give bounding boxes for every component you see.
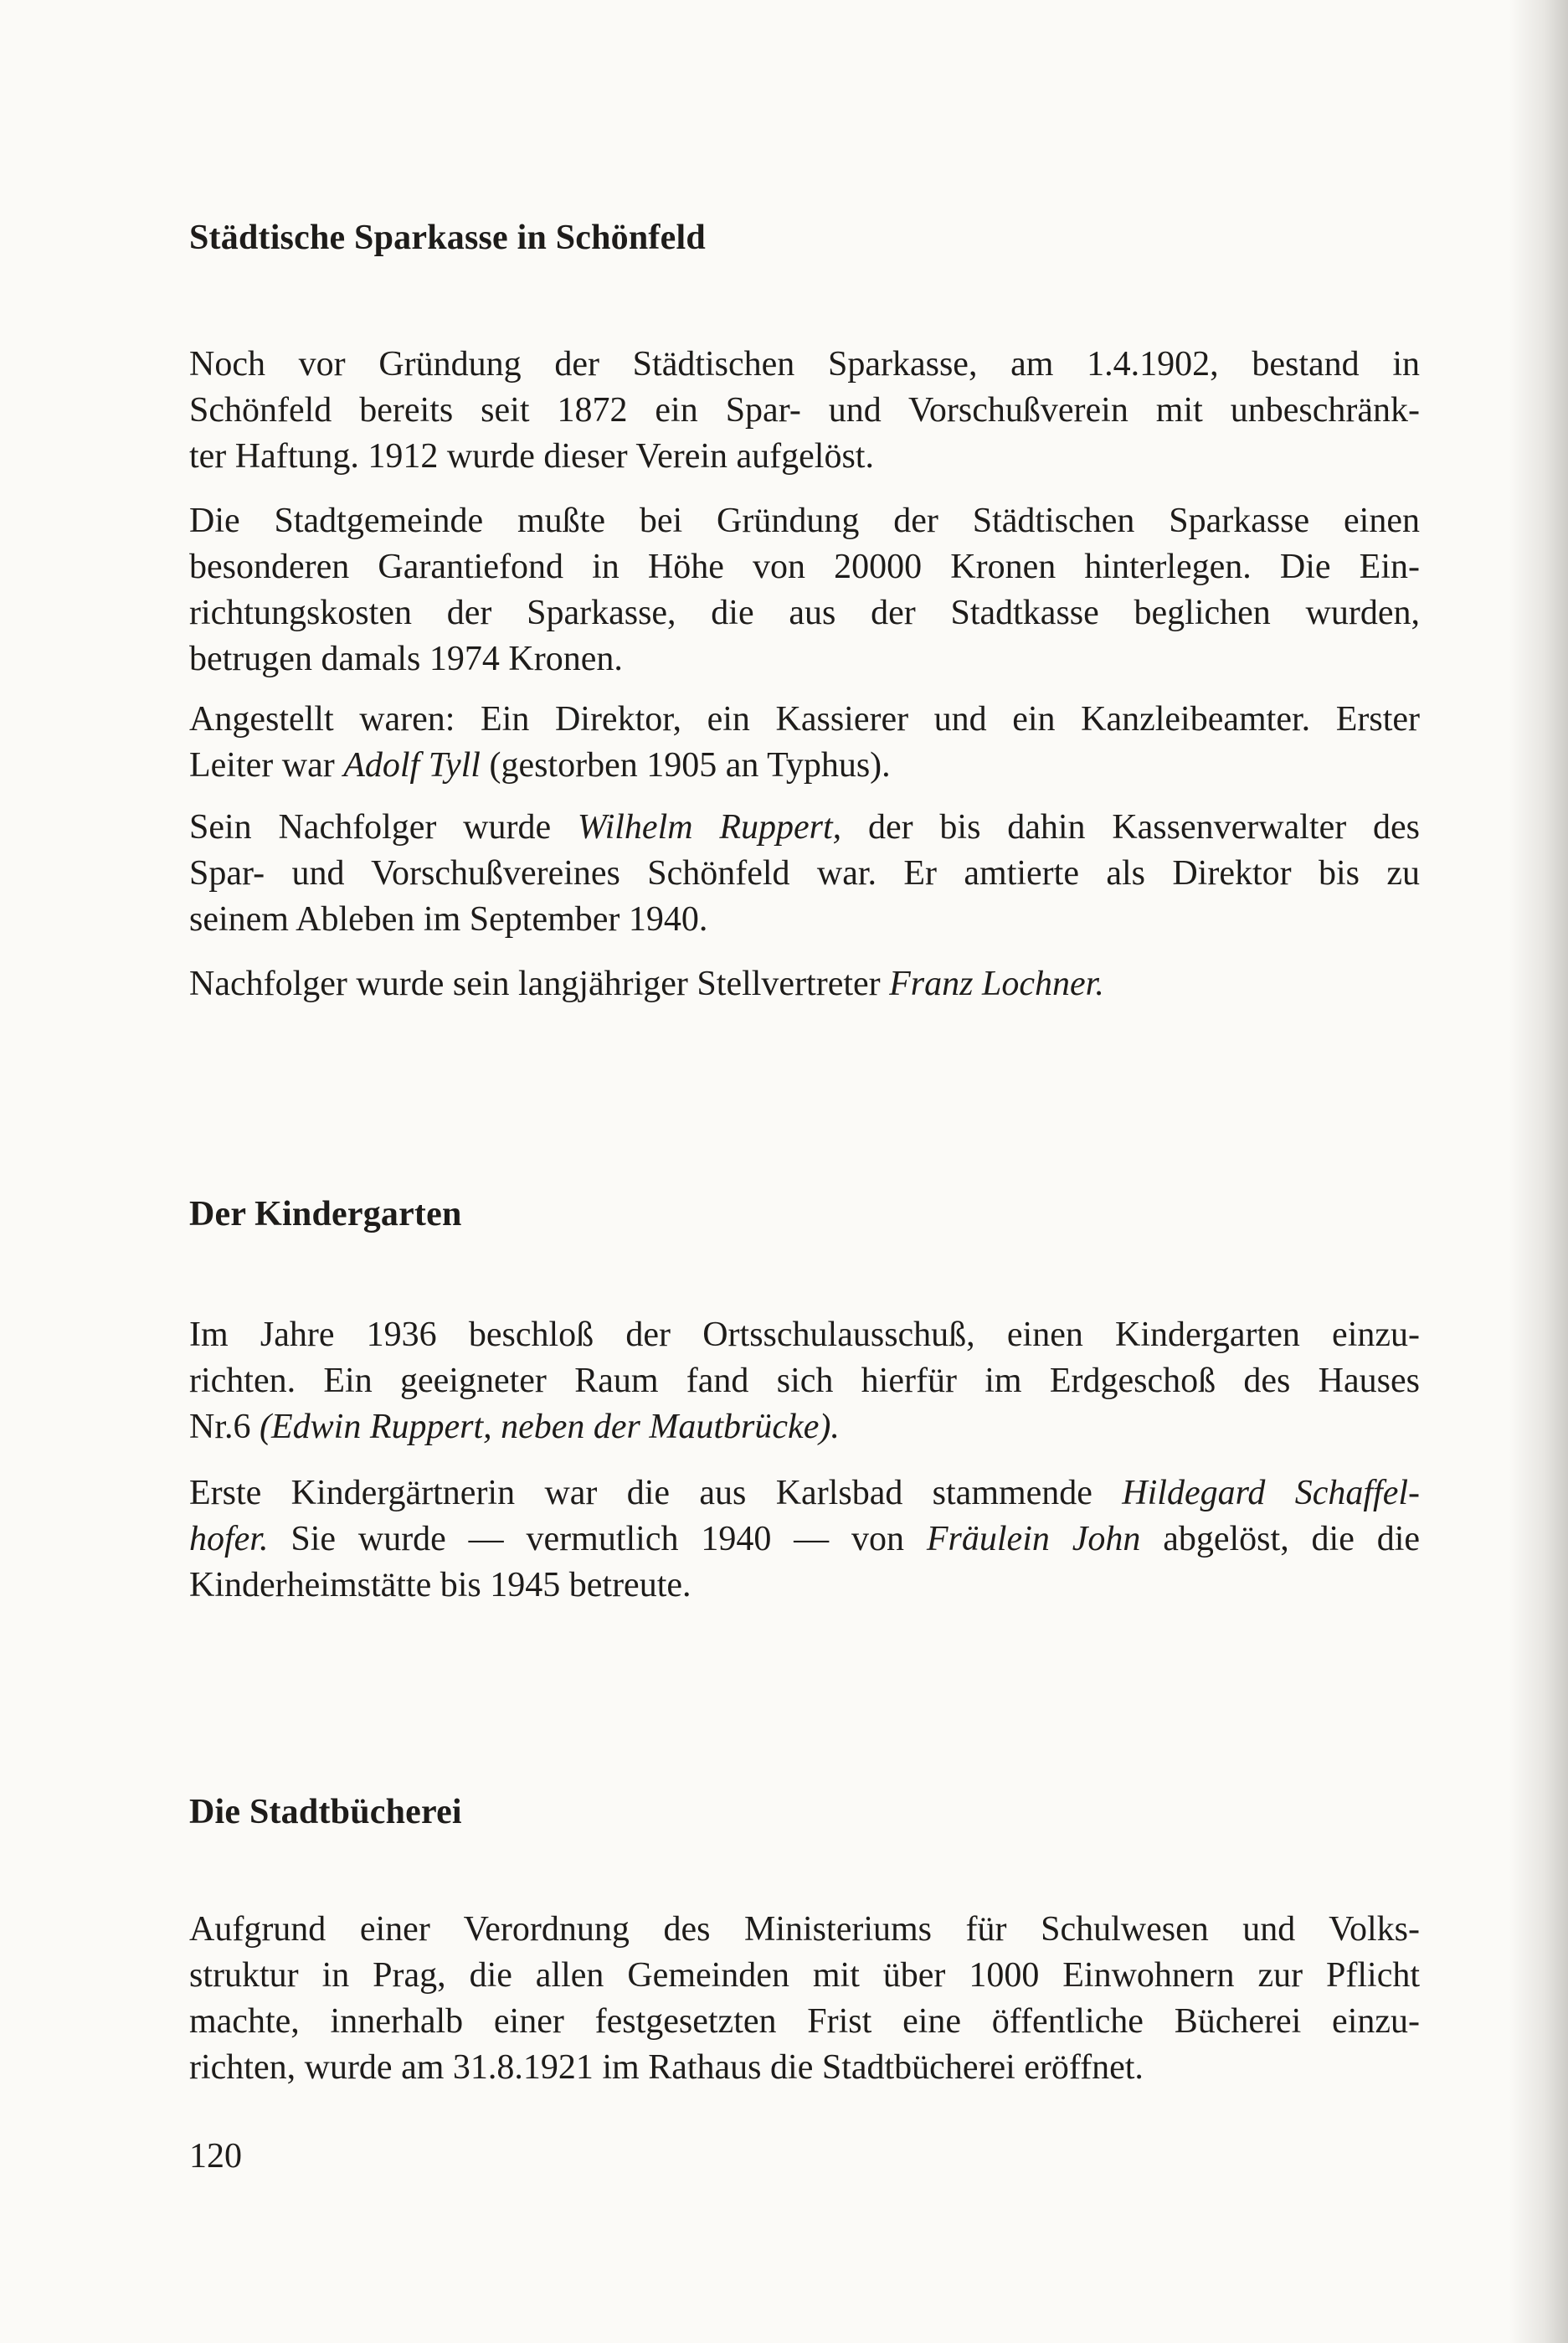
text-line: Leiter war Adolf Tyll (gestorben 1905 an Typhus).: [189, 746, 891, 785]
person-name: Hildegard Schaffel-: [1122, 1474, 1421, 1512]
person-name: Wilhelm Ruppert,: [577, 808, 842, 847]
text-line: struktur in Prag, die allen Gemeinden mit über 1000 Einwohnern zur Pflicht: [189, 1956, 1420, 1995]
section-heading-stadtbuecherei: Die Stadtbücherei: [189, 1793, 462, 1831]
paragraph-sparkasse-garantiefond: [189, 498, 1420, 682]
text-line: richtungskosten der Sparkasse, die aus der Stadtkasse beglichen wurden,: [189, 594, 1420, 632]
paragraph-sparkasse-successor: [189, 805, 1420, 943]
person-name: Adolf Tyll: [343, 746, 481, 785]
text-line: Schönfeld bereits seit 1872 ein Spar- und Vorschußverein mit unbeschränk-: [189, 391, 1420, 430]
text-line: Spar- und Vorschußvereines Schönfeld war. Er amtierte als Direktor bis zu: [189, 854, 1420, 893]
text-line: Aufgrund einer Verordnung des Ministeriums für Schulwesen und Volks-: [189, 1910, 1420, 1949]
page-number: 120: [189, 2137, 242, 2176]
person-name: Fräulein John: [926, 1520, 1141, 1558]
page-edge-shadow: [1509, 0, 1568, 2343]
text-line: richten, wurde am 31.8.1921 im Rathaus die Stadtbücherei eröffnet.: [189, 2048, 1144, 2087]
paragraph-sparkasse-staff: [189, 697, 1420, 789]
text-line: machte, innerhalb einer festgesetzten Frist eine öffentliche Bücherei einzu-: [189, 2002, 1420, 2041]
paragraph-kindergarten-teacher: [189, 1470, 1420, 1609]
section-heading-sparkasse: Städtische Sparkasse in Schönfeld: [189, 219, 706, 257]
text-line: ter Haftung. 1912 wurde dieser Verein aufgelöst.: [189, 437, 874, 476]
paragraph-kindergarten-founding: [189, 1312, 1420, 1450]
text-line: hofer. Sie wurde — vermutlich 1940 — von Fräulein John abgelöst, die die: [189, 1520, 1421, 1558]
paragraph-sparkasse-lochner: [189, 961, 1420, 1007]
text-line: Nr.6 (Edwin Ruppert, neben der Mautbrücke).: [189, 1408, 840, 1446]
text-line: Sein Nachfolger wurde Wilhelm Ruppert, der bis dahin Kassenverwalter des: [189, 808, 1420, 847]
text-line: Nachfolger wurde sein langjähriger Stellvertreter Franz Lochner.: [189, 965, 1104, 1003]
text-line: besonderen Garantiefond in Höhe von 20000 Kronen hinterlegen. Die Ein-: [189, 548, 1420, 586]
text-line: betrugen damals 1974 Kronen.: [189, 640, 623, 678]
text-line: Erste Kindergärtnerin war die aus Karlsbad stammende Hildegard Schaffel-: [189, 1474, 1421, 1512]
person-name: hofer.: [189, 1520, 269, 1558]
text-line: Die Stadtgemeinde mußte bei Gründung der Städtischen Sparkasse einen: [189, 502, 1420, 540]
paragraph-sparkasse-founding: [189, 342, 1420, 480]
person-name: Franz Lochner.: [889, 965, 1104, 1003]
text-line: Kinderheimstätte bis 1945 betreute.: [189, 1566, 691, 1604]
paragraph-stadtbuecherei: [189, 1907, 1420, 2091]
section-heading-kindergarten: Der Kindergarten: [189, 1195, 462, 1233]
text-line: Im Jahre 1936 beschloß der Ortsschulausschuß, einen Kindergarten einzu-: [189, 1316, 1420, 1354]
text-line: richten. Ein geeigneter Raum fand sich hierfür im Erdgeschoß des Hauses: [189, 1362, 1420, 1400]
text-line: seinem Ableben im September 1940.: [189, 900, 708, 939]
text-line: Noch vor Gründung der Städtischen Sparkasse, am 1.4.1902, bestand in: [189, 345, 1420, 384]
text-line: Angestellt waren: Ein Direktor, ein Kassierer und ein Kanzleibeamter. Erster: [189, 700, 1420, 739]
address-note: (Edwin Ruppert, neben der Mautbrücke).: [260, 1408, 840, 1446]
